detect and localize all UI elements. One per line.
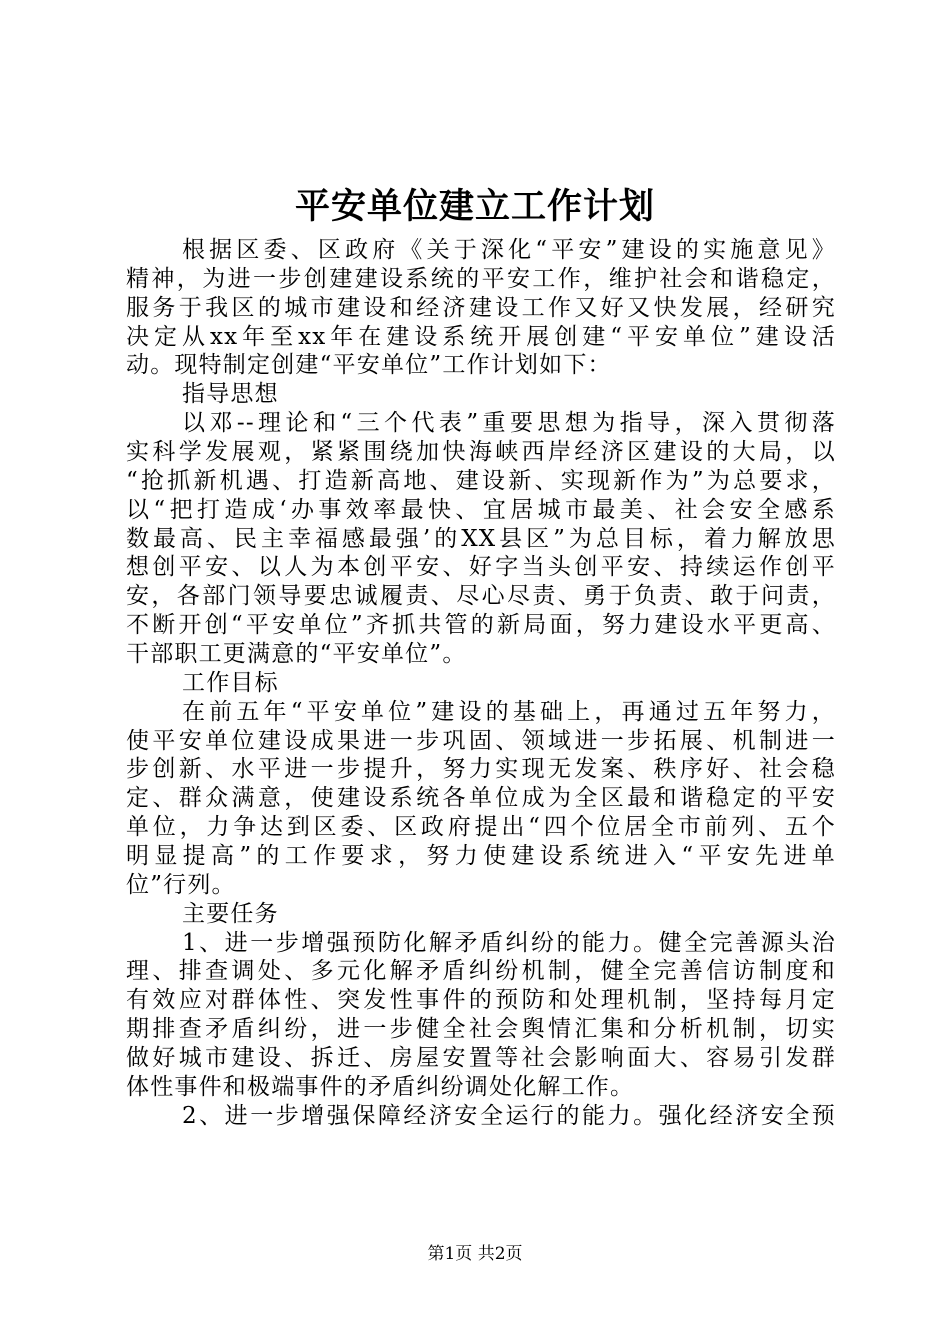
paragraph-line: 明显提高”的工作要求，努力使建设系统进入“平安先进单 — [126, 843, 836, 870]
paragraph-line: 指导思想 — [182, 381, 279, 408]
paragraph-line: 服务于我区的城市建设和经济建设工作又好又快发展，经研究 — [126, 294, 836, 321]
document-body — [126, 236, 836, 1131]
paragraph-line: 在前五年“平安单位”建设的基础上，再通过五年努力， — [182, 698, 836, 725]
paragraph-line: 2、进一步增强保障经济安全运行的能力。强化经济安全预 — [182, 1102, 836, 1129]
paragraph-line: 以邓--理论和“三个代表”重要思想为指导，深入贯彻落 — [182, 410, 836, 437]
paragraph-line: 1、进一步增强预防化解矛盾纠纷的能力。健全完善源头治 — [182, 929, 836, 956]
paragraph-line: 主要任务 — [182, 900, 279, 927]
paragraph-line: 体性事件和极端事件的矛盾纠纷调处化解工作。 — [126, 1073, 635, 1100]
paragraph-line: 以“把打造成‘办事效率最快、宜居城市最美、社会安全感系 — [126, 496, 836, 523]
paragraph-line: 定、群众满意，使建设系统各单位成为全区最和谐稳定的平安 — [126, 785, 836, 812]
paragraph-line: 使平安单位建设成果进一步巩固、领域进一步拓展、机制进一 — [126, 727, 836, 754]
paragraph-line: 工作目标 — [182, 669, 279, 696]
paragraph-line: 安，各部门领导要忠诚履责、尽心尽责、勇于负责、敢于问责， — [126, 583, 836, 610]
paragraph-line: 动。现特制定创建“平安单位”工作计划如下： — [126, 352, 612, 379]
paragraph-line: 实科学发展观，紧紧围绕加快海峡西岸经济区建设的大局，以 — [126, 439, 836, 466]
paragraph-line: 单位，力争达到区委、区政府提出“四个位居全市前列、五个 — [126, 814, 836, 841]
paragraph-line: 期排查矛盾纠纷，进一步健全社会舆情汇集和分析机制，切实 — [126, 1016, 836, 1043]
paragraph-line: 想创平安、以人为本创平安、好字当头创平安、持续运作创平 — [126, 554, 836, 581]
paragraph-line: “抢抓新机遇、打造新高地、建设新、实现新作为”为总要求， — [126, 467, 836, 494]
paragraph-line: 步创新、水平进一步提升，努力实现无发案、秩序好、社会稳 — [126, 756, 836, 783]
document-title: 平安单位建立工作计划 — [294, 186, 655, 227]
paragraph-line: 数最高、民主幸福感最强’的XX县区”为总目标，着力解放思 — [126, 525, 836, 552]
paragraph-line: 有效应对群体性、突发性事件的预防和处理机制，坚持每月定 — [126, 987, 836, 1014]
paragraph-line: 精神，为进一步创建建设系统的平安工作，维护社会和谐稳定， — [126, 265, 836, 292]
paragraph-line: 不断开创“平安单位”齐抓共管的新局面，努力建设水平更高、 — [126, 612, 836, 639]
paragraph-line: 做好城市建设、拆迁、房屋安置等社会影响面大、容易引发群 — [126, 1045, 836, 1072]
paragraph-line: 理、排查调处、多元化解矛盾纠纷机制，健全完善信访制度和 — [126, 958, 836, 985]
paragraph-line: 决定从xx年至xx年在建设系统开展创建“平安单位”建设活 — [126, 323, 836, 350]
page-footer: 第1页 共2页 — [427, 1244, 523, 1264]
paragraph-line: 根据区委、区政府《关于深化“平安”建设的实施意见》 — [182, 237, 836, 263]
paragraph-line: 干部职工更满意的“平安单位”。 — [126, 641, 467, 668]
paragraph-line: 位”行列。 — [126, 871, 236, 898]
